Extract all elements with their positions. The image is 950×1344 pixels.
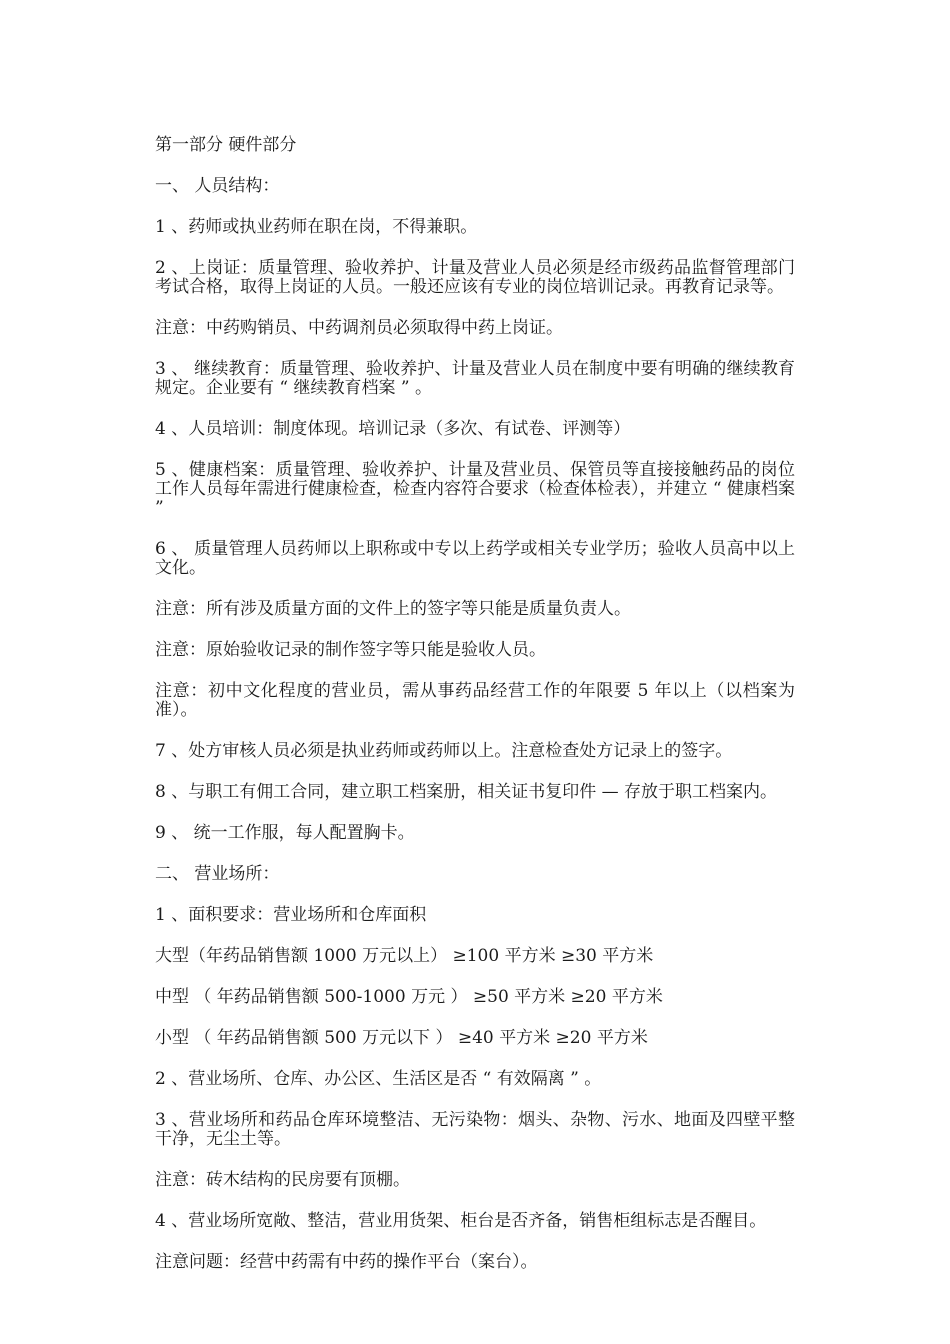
subsection-heading: 二、 营业场所： <box>155 864 280 884</box>
note-paragraph: 注意：砖木结构的民房要有顶棚。 <box>155 1170 410 1190</box>
area-requirement-large: 大型（年药品销售额 1000 万元以上） ≥100 平方米 ≥30 平方米 <box>155 946 654 966</box>
paragraph: 7 、处方审核人员必须是执业药师或药师以上。注意检查处方记录上的签字。 <box>155 741 733 761</box>
area-requirement-medium: 中型 （ 年药品销售额 500-1000 万元 ） ≥50 平方米 ≥20 平方米 <box>155 987 663 1007</box>
note-paragraph: 注意：原始验收记录的制作签字等只能是验收人员。 <box>155 640 546 660</box>
section-heading: 第一部分 硬件部分 <box>155 135 297 155</box>
paragraph: 9 、 统一工作服，每人配置胸卡。 <box>155 823 415 843</box>
paragraph: 2 、营业场所、仓库、办公区、生活区是否 “ 有效隔离 ” 。 <box>155 1069 602 1089</box>
paragraph: 3 、 继续教育：质量管理、验收养护、计量及营业人员在制度中要有明确的继续教育规定。企业要有 “ 继续教育档案 ” 。 <box>155 359 795 398</box>
paragraph: 3 、营业场所和药品仓库环境整洁、无污染物：烟头、杂物、污水、地面及四壁平整干净，无尘土等。 <box>155 1110 795 1149</box>
note-paragraph: 注意：初中文化程度的营业员，需从事药品经营工作的年限要 5 年以上（以档案为准）。 <box>155 681 795 720</box>
paragraph: 2 、上岗证：质量管理、验收养护、计量及营业人员必须是经市级药品监督管理部门考试合格，取得上岗证的人员。一般还应该有专业的岗位培训记录。再教育记录等。 <box>155 258 795 297</box>
paragraph: 1 、药师或执业药师在职在岗，不得兼职。 <box>155 217 478 237</box>
paragraph: 1 、面积要求：营业场所和仓库面积 <box>155 905 427 925</box>
paragraph: 4 、营业场所宽敞、整洁，营业用货架、柜台是否齐备，销售柜组标志是否醒目。 <box>155 1211 767 1231</box>
paragraph: 6 、 质量管理人员药师以上职称或中专以上药学或相关专业学历；验收人员高中以上文化。 <box>155 539 795 578</box>
paragraph: 5 、健康档案：质量管理、验收养护、计量及营业员、保管员等直接接触药品的岗位工作人员每年需进行健康检查，检查内容符合要求（检查体检表），并建立 “ 健康档案 ” <box>155 460 795 518</box>
note-paragraph: 注意问题：经营中药需有中药的操作平台（案台）。 <box>155 1252 538 1272</box>
area-requirement-small: 小型 （ 年药品销售额 500 万元以下 ） ≥40 平方米 ≥20 平方米 <box>155 1028 648 1048</box>
document-body <box>155 136 795 1294</box>
subsection-heading: 一、 人员结构： <box>155 176 280 196</box>
paragraph: 8 、与职工有佣工合同，建立职工档案册，相关证书复印件 — 存放于职工档案内。 <box>155 782 778 802</box>
note-paragraph: 注意：中药购销员、中药调剂员必须取得中药上岗证。 <box>155 318 563 338</box>
paragraph: 4 、人员培训：制度体现。培训记录（多次、有试卷、评测等） <box>155 419 631 439</box>
note-paragraph: 注意：所有涉及质量方面的文件上的签字等只能是质量负责人。 <box>155 599 631 619</box>
